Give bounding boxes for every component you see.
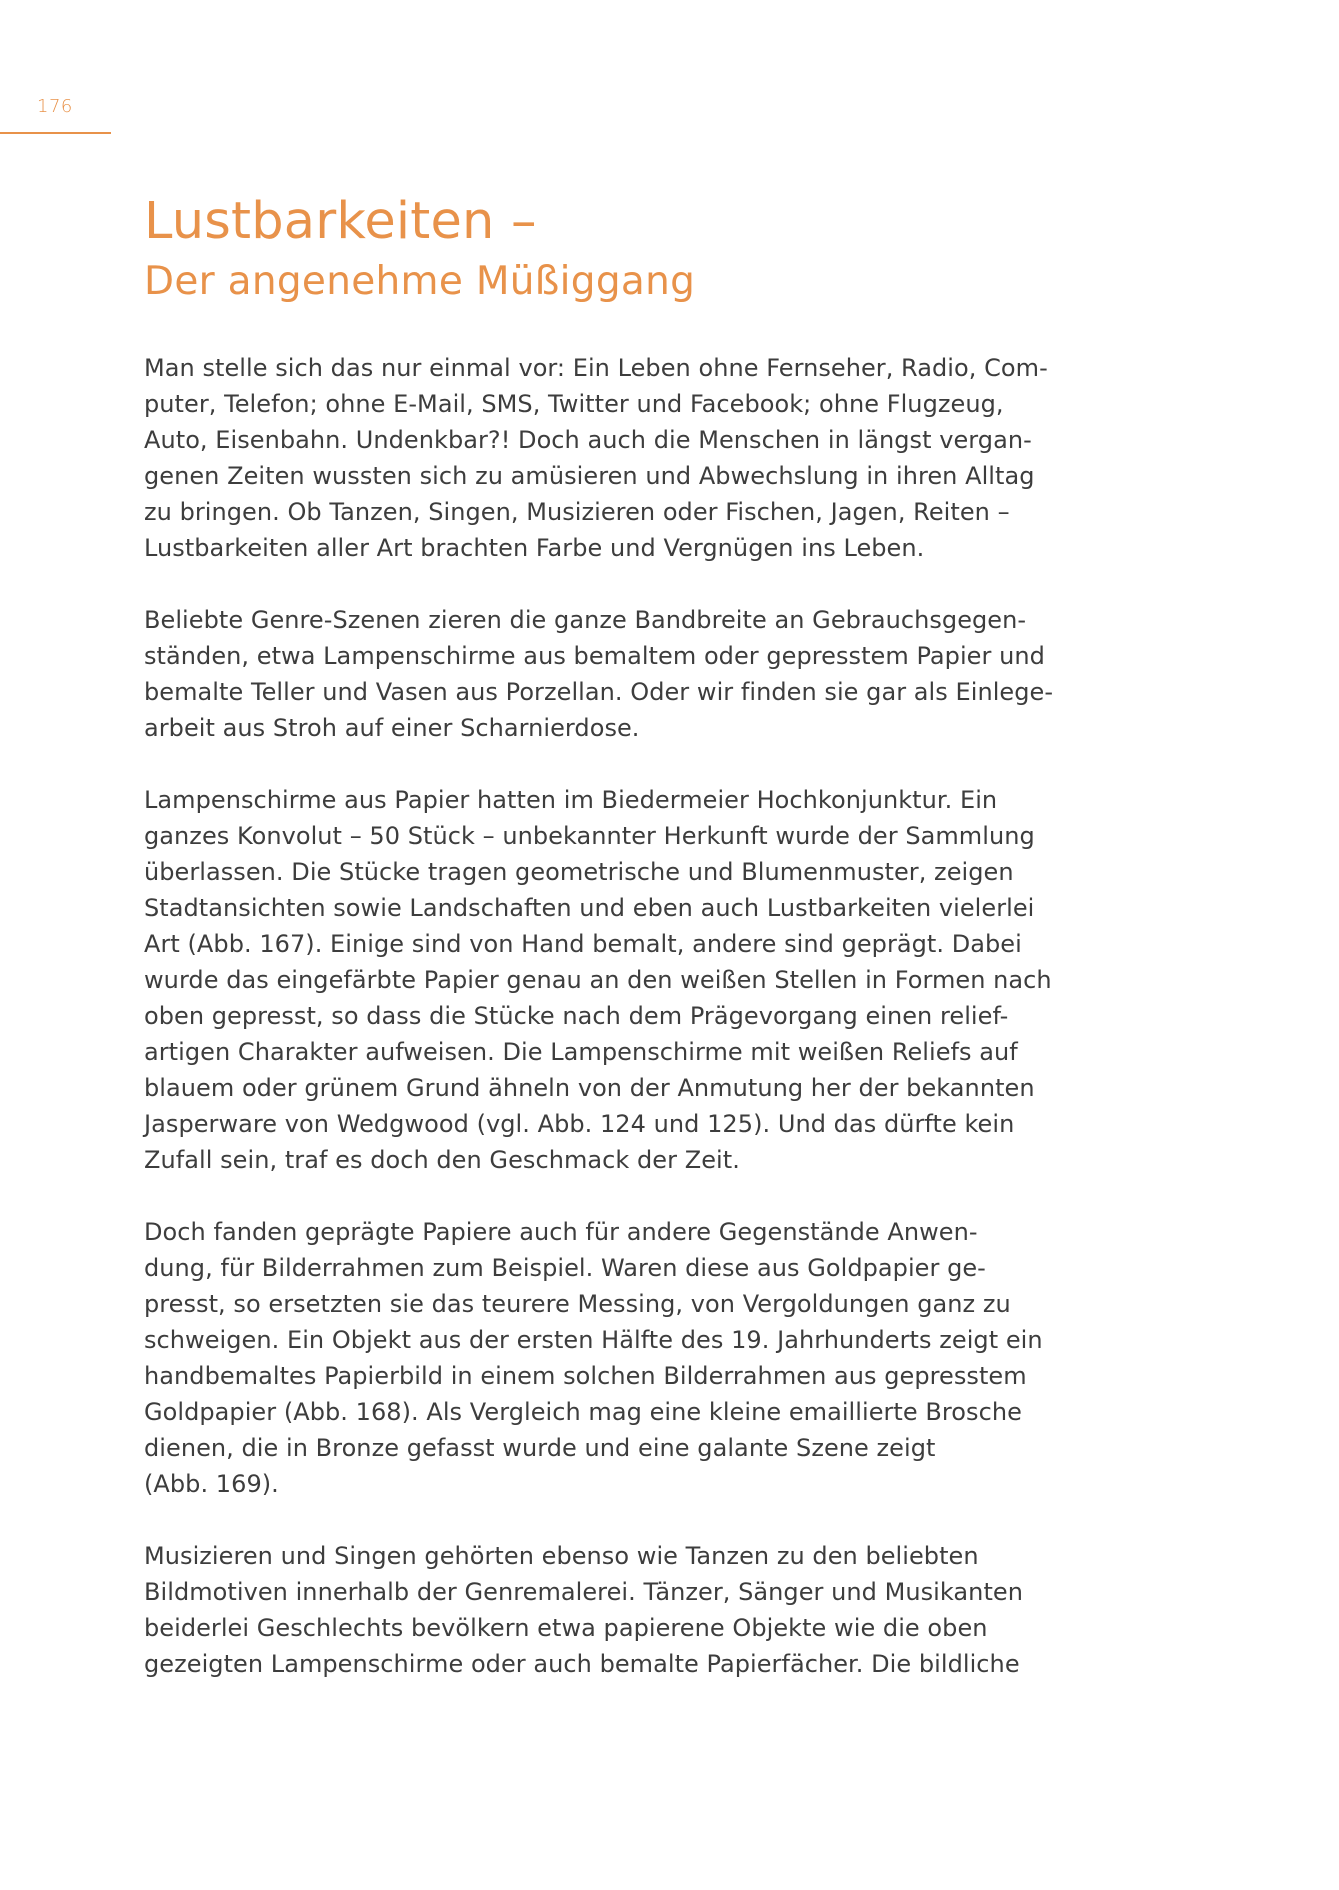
text-line: ganzes Konvolut – 50 Stück – unbekannter Herkunft wurde der Sammlung bbox=[144, 822, 1035, 850]
chapter-subtitle: Der angenehme Müßiggang bbox=[144, 259, 696, 304]
text-line: oben gepresst, so dass die Stücke nach dem Prägevorgang einen relief- bbox=[144, 1002, 1009, 1030]
text-line: ständen, etwa Lampenschirme aus bemaltem oder gepresstem Papier und bbox=[144, 642, 1045, 670]
text-line: puter, Telefon; ohne E-Mail, SMS, Twitter und Facebook; ohne Flugzeug, bbox=[144, 390, 1004, 418]
chapter-heading bbox=[144, 192, 1044, 312]
text-line: beiderlei Geschlechts bevölkern etwa papierene Objekte wie die oben bbox=[144, 1614, 988, 1642]
paragraph bbox=[144, 602, 1054, 746]
text-line: Jasperware von Wedgwood (vgl. Abb. 124 und 125). Und das dürfte kein bbox=[144, 1110, 1015, 1138]
text-line: Musizieren und Singen gehörten ebenso wie Tanzen zu den beliebten bbox=[144, 1542, 979, 1570]
page-number: 176 bbox=[37, 96, 73, 117]
text-line: handbemaltes Papierbild in einem solchen Bilderrahmen aus gepresstem bbox=[144, 1362, 1027, 1390]
text-line: Doch fanden geprägte Papiere auch für andere Gegenstände Anwen- bbox=[144, 1218, 978, 1246]
text-line: (Abb. 169). bbox=[144, 1470, 279, 1498]
text-line: wurde das eingefärbte Papier genau an den weißen Stellen in Formen nach bbox=[144, 966, 1052, 994]
text-line: artigen Charakter aufweisen. Die Lampenschirme mit weißen Reliefs auf bbox=[144, 1038, 1018, 1066]
text-line: Lampenschirme aus Papier hatten im Biedermeier Hochkonjunktur. Ein bbox=[144, 786, 998, 814]
text-line: Bildmotiven innerhalb der Genremalerei. Tänzer, Sänger und Musikanten bbox=[144, 1578, 1023, 1606]
text-line: Auto, Eisenbahn. Undenkbar?! Doch auch die Menschen in längst vergan- bbox=[144, 426, 1032, 454]
chapter-title: Lustbarkeiten – bbox=[144, 192, 537, 251]
text-line: dienen, die in Bronze gefasst wurde und eine galante Szene zeigt bbox=[144, 1434, 936, 1462]
text-line: Lustbarkeiten aller Art brachten Farbe und Vergnügen ins Leben. bbox=[144, 534, 925, 562]
page-number-rule bbox=[0, 132, 111, 134]
text-line: Art (Abb. 167). Einige sind von Hand bemalt, andere sind geprägt. Dabei bbox=[144, 930, 1022, 958]
text-line: blauem oder grünem Grund ähneln von der Anmutung her der bekannten bbox=[144, 1074, 1035, 1102]
paragraph bbox=[144, 782, 1052, 1178]
text-line: presst, so ersetzten sie das teurere Messing, von Vergoldungen ganz zu bbox=[144, 1290, 1011, 1318]
body-text bbox=[144, 350, 1054, 1718]
text-line: gezeigten Lampenschirme oder auch bemalte Papierfächer. Die bildliche bbox=[144, 1650, 1020, 1678]
paragraph bbox=[144, 1538, 1044, 1682]
text-line: Beliebte Genre-Szenen zieren die ganze Bandbreite an Gebrauchsgegen- bbox=[144, 606, 1027, 634]
text-line: Zufall sein, traf es doch den Geschmack der Zeit. bbox=[144, 1146, 740, 1174]
paragraph bbox=[144, 1214, 1044, 1502]
paragraph bbox=[144, 350, 1048, 566]
text-line: überlassen. Die Stücke tragen geometrische und Blumenmuster, zeigen bbox=[144, 858, 1014, 886]
text-line: Man stelle sich das nur einmal vor: Ein Leben ohne Fernseher, Radio, Com- bbox=[144, 354, 1048, 382]
text-line: Goldpapier (Abb. 168). Als Vergleich mag eine kleine emaillierte Brosche bbox=[144, 1398, 1022, 1426]
text-line: zu bringen. Ob Tanzen, Singen, Musizieren oder Fischen, Jagen, Reiten – bbox=[144, 498, 1010, 526]
text-line: dung, für Bilderrahmen zum Beispiel. Waren diese aus Goldpapier ge- bbox=[144, 1254, 986, 1282]
text-line: Stadtansichten sowie Landschaften und eben auch Lustbarkeiten vielerlei bbox=[144, 894, 1035, 922]
text-line: arbeit aus Stroh auf einer Scharnierdose. bbox=[144, 714, 640, 742]
text-line: schweigen. Ein Objekt aus der ersten Hälfte des 19. Jahrhunderts zeigt ein bbox=[144, 1326, 1043, 1354]
text-line: genen Zeiten wussten sich zu amüsieren und Abwechslung in ihren Alltag bbox=[144, 462, 1035, 490]
text-line: bemalte Teller und Vasen aus Porzellan. Oder wir finden sie gar als Einlege- bbox=[144, 678, 1054, 706]
